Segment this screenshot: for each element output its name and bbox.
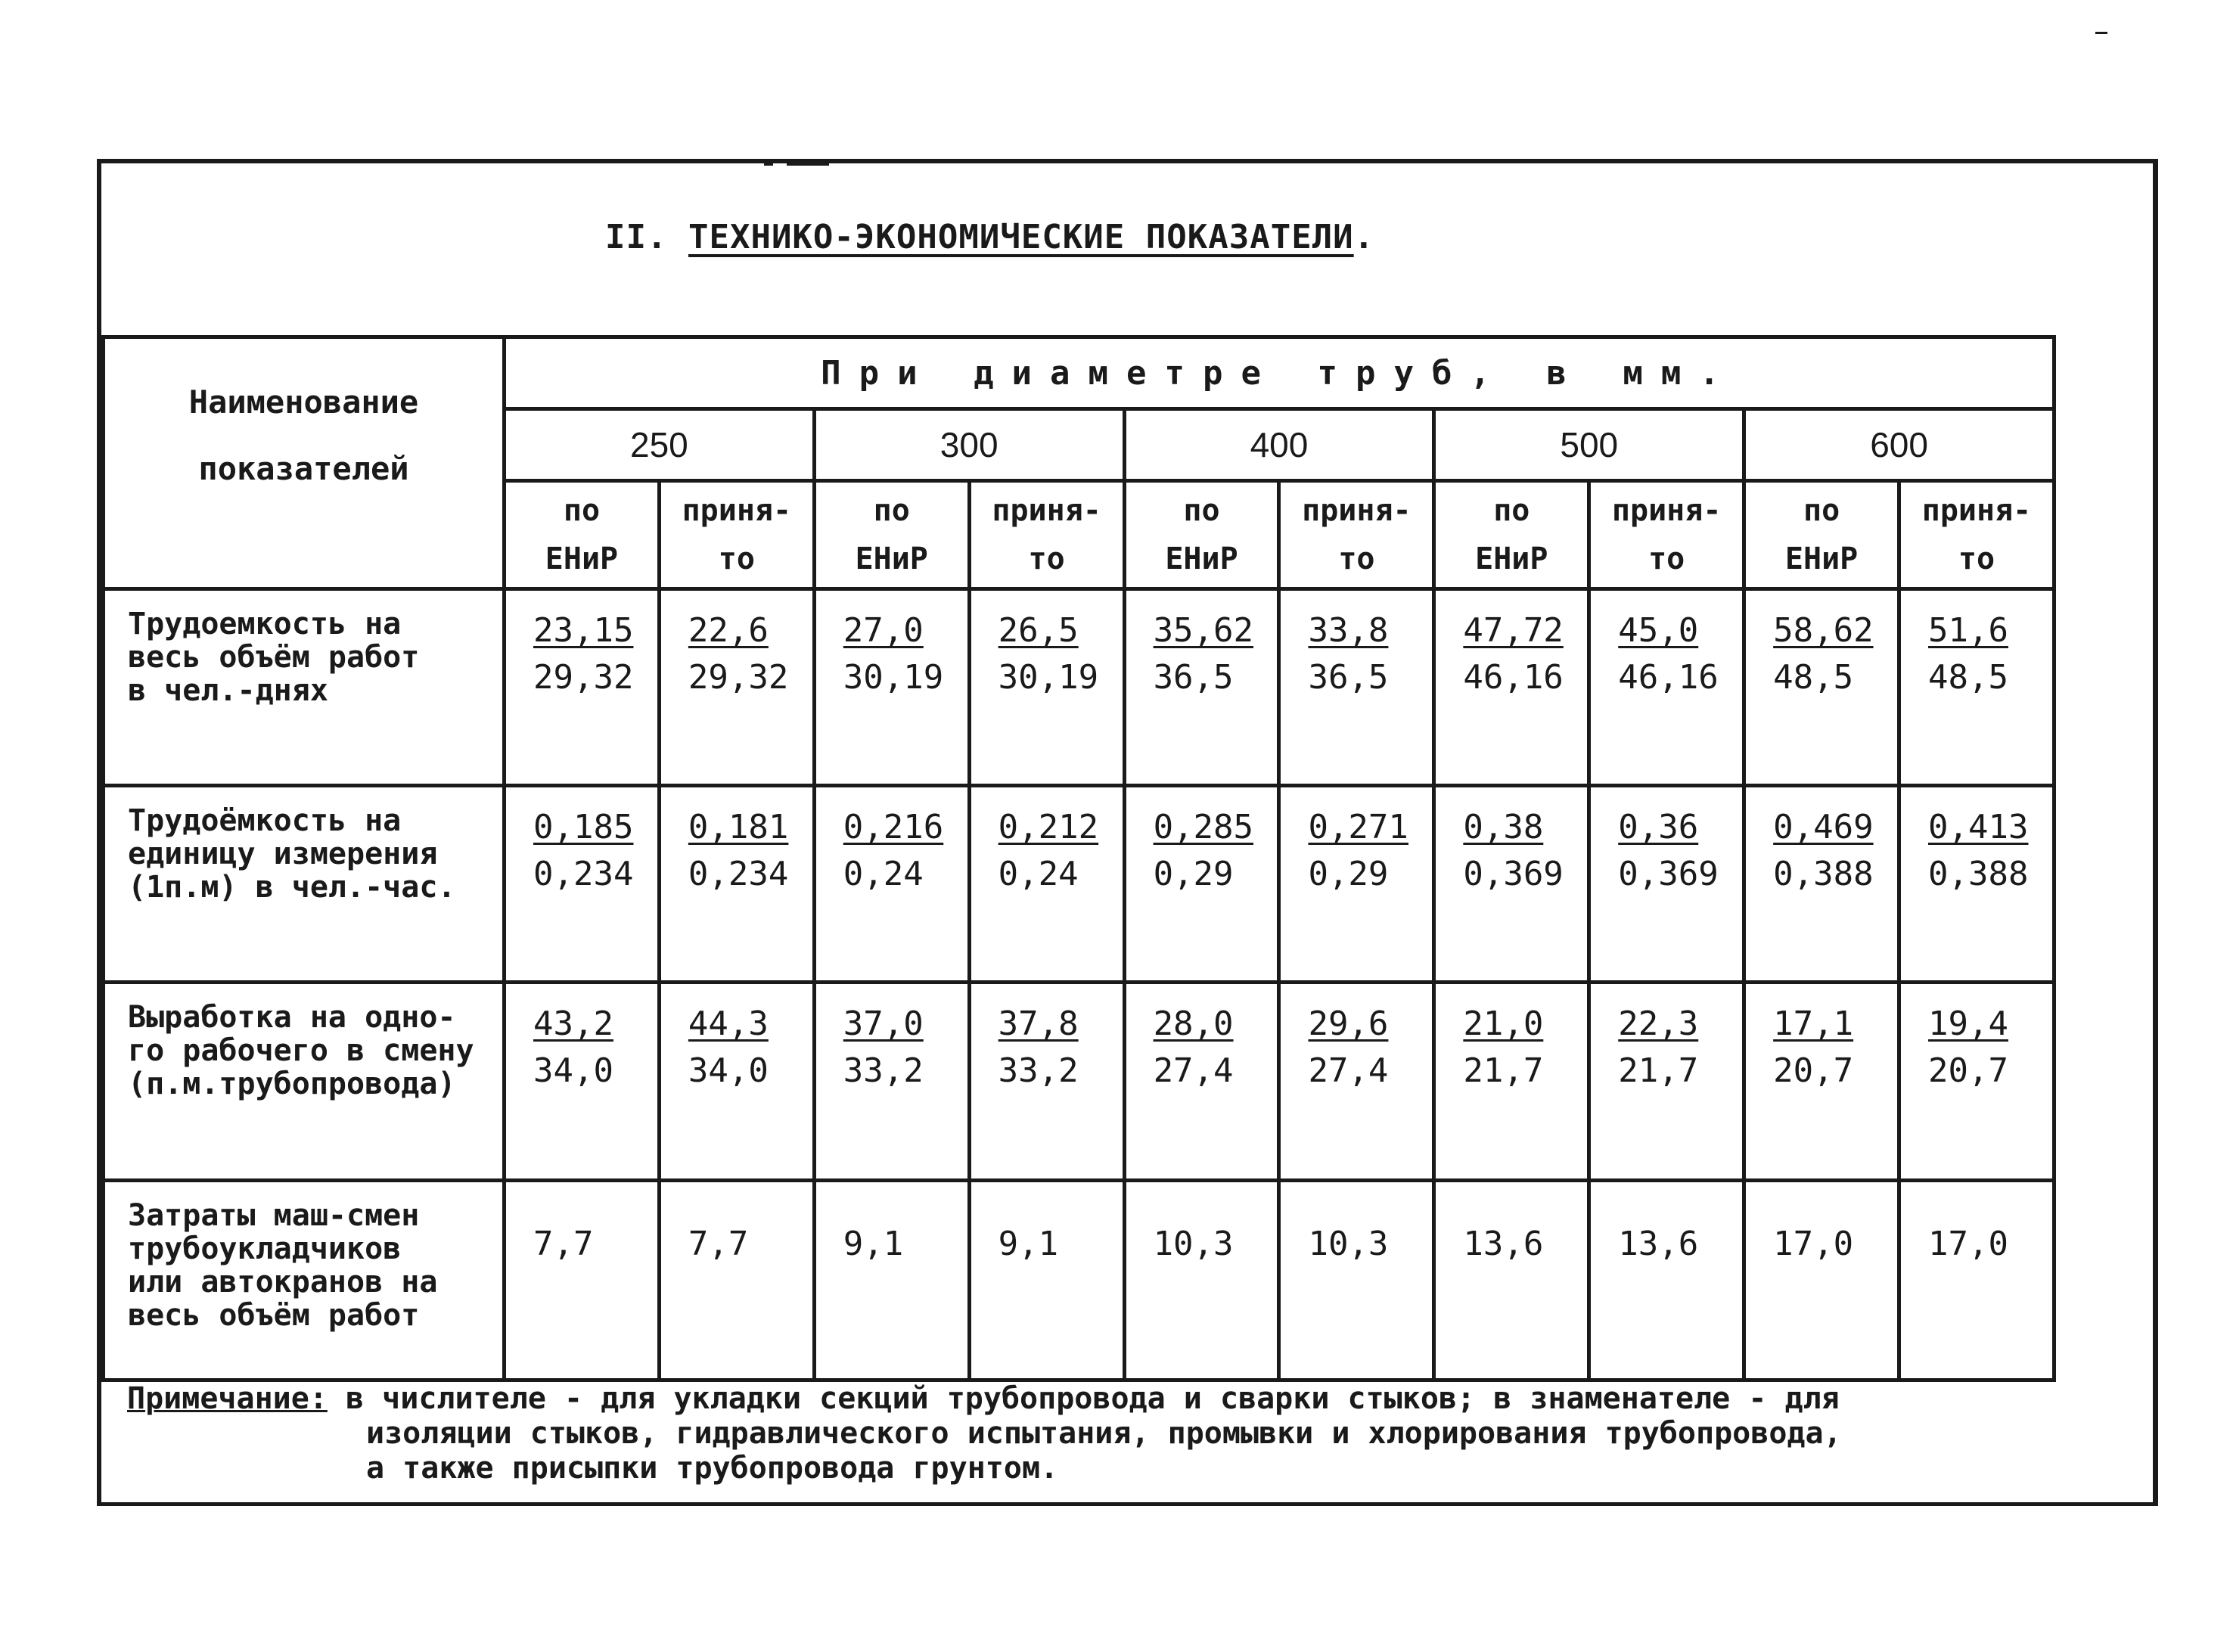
numerator-value: 0,413	[1928, 808, 2029, 846]
numerator-value: 0,185	[533, 808, 634, 846]
denominator-value: 48,5	[1773, 658, 1854, 697]
denominator-value: 27,4	[1153, 1051, 1234, 1090]
denominator-value: 29,32	[533, 658, 634, 697]
numerator-value: 22,3	[1618, 1005, 1699, 1043]
numerator-value: 22,6	[688, 611, 769, 650]
value-cell	[659, 589, 814, 786]
value-cell	[1434, 983, 1589, 1181]
denominator-value: 48,5	[1928, 658, 2008, 697]
denominator-value: 20,7	[1773, 1051, 1854, 1090]
numerator-value: 0,181	[688, 808, 789, 846]
sub-header-accepted: приня- то	[1899, 481, 2054, 589]
diameter-500: 500	[1434, 409, 1744, 481]
value-cell	[505, 786, 660, 983]
value-cell	[1589, 786, 1744, 983]
numerator-value: 44,3	[688, 1005, 769, 1043]
value-cell	[814, 983, 969, 1181]
footnote-label: Примечание:	[127, 1381, 328, 1416]
value-cell	[814, 786, 969, 983]
sub-header-accepted: приня- то	[659, 481, 814, 589]
value-cell	[1899, 786, 2054, 983]
row-name-line: Трудоемкость на	[128, 607, 402, 641]
numerator-value: 0,36	[1618, 808, 1699, 846]
table-row	[104, 983, 2054, 1181]
denominator-value: 34,0	[533, 1051, 613, 1090]
numerator-value: 21,0	[1463, 1005, 1544, 1043]
value-cell	[1279, 786, 1434, 983]
value-cell	[1279, 983, 1434, 1181]
row-name-line: в чел.-днях	[128, 673, 328, 708]
numerator-value: 0,469	[1773, 808, 1874, 846]
footnote	[127, 1381, 2109, 1486]
value-cell	[659, 983, 814, 1181]
sub-header-accepted: приня- то	[1589, 481, 1744, 589]
value-cell	[1434, 786, 1589, 983]
denominator-value: 36,5	[1153, 658, 1234, 697]
row-name	[104, 983, 505, 1181]
sub-header-eniр: по ЕНиР	[1744, 481, 1899, 589]
value-cell	[1279, 589, 1434, 786]
diameter-400: 400	[1124, 409, 1434, 481]
denominator-value: 0,234	[533, 855, 634, 893]
numerator-value: 17,1	[1773, 1005, 1854, 1043]
denominator-value: 21,7	[1463, 1051, 1544, 1090]
value-cell: 9,1	[814, 1181, 969, 1380]
value-cell: 17,0	[1744, 1181, 1899, 1380]
denominator-value: 20,7	[1928, 1051, 2008, 1090]
footnote-line1: в числителе - для укладки секций трубопровода и сварки стыков; в знаменателе - для	[346, 1381, 1840, 1416]
numerator-value: 19,4	[1928, 1005, 2008, 1043]
numerator-value: 28,0	[1153, 1005, 1234, 1043]
title-text: ТЕХНИКО-ЭКОНОМИЧЕСКИЕ ПОКАЗАТЕЛИ	[688, 218, 1354, 256]
numerator-value: 47,72	[1463, 611, 1564, 650]
denominator-value: 0,234	[688, 855, 789, 893]
row-name-line: весь объём работ	[128, 640, 420, 675]
numerator-value: 0,216	[843, 808, 944, 846]
denominator-value: 46,16	[1463, 658, 1564, 697]
denominator-value: 34,0	[688, 1051, 769, 1090]
sub-header-accepted: приня- то	[969, 481, 1124, 589]
indicators-table	[101, 335, 2056, 1382]
denominator-value: 0,369	[1618, 855, 1719, 893]
value-cell	[1124, 589, 1279, 786]
header-name-line2: показателей	[198, 450, 409, 487]
value-cell: 7,7	[505, 1181, 660, 1380]
row-name-line: Затраты маш-смен	[128, 1198, 420, 1233]
diameter-600: 600	[1744, 409, 2054, 481]
sub-header-eniр: по ЕНиР	[505, 481, 660, 589]
numerator-value: 23,15	[533, 611, 634, 650]
value-cell: 17,0	[1899, 1181, 2054, 1380]
scan-mark	[2095, 32, 2107, 34]
row-name-line: Трудоёмкость на	[128, 803, 402, 838]
sub-header-eniр: по ЕНиР	[1124, 481, 1279, 589]
diameter-250: 250	[505, 409, 815, 481]
value-cell	[505, 589, 660, 786]
denominator-value: 0,388	[1773, 855, 1874, 893]
title-prefix: II.	[605, 218, 668, 256]
denominator-value: 0,29	[1153, 855, 1234, 893]
denominator-value: 29,32	[688, 658, 789, 697]
denominator-value: 33,2	[998, 1051, 1079, 1090]
numerator-value: 0,271	[1308, 808, 1408, 846]
table-body	[104, 589, 2054, 1380]
value-cell: 10,3	[1124, 1181, 1279, 1380]
value-cell	[1899, 983, 2054, 1181]
value-cell	[1124, 983, 1279, 1181]
table-row	[104, 1181, 2054, 1380]
diameter-300: 300	[814, 409, 1124, 481]
denominator-value: 27,4	[1308, 1051, 1389, 1090]
denominator-value: 30,19	[843, 658, 944, 697]
sub-header-accepted: приня- то	[1279, 481, 1434, 589]
value-cell: 9,1	[969, 1181, 1124, 1380]
numerator-value: 35,62	[1153, 611, 1254, 650]
value-cell	[969, 589, 1124, 786]
numerator-value: 43,2	[533, 1005, 613, 1043]
value-cell	[1589, 983, 1744, 1181]
numerator-value: 29,6	[1308, 1005, 1389, 1043]
numerator-value: 45,0	[1618, 611, 1699, 650]
header-name-line1: Наименование	[188, 384, 419, 421]
row-name-line: Выработка на одно-	[128, 1000, 456, 1035]
numerator-value: 0,285	[1153, 808, 1254, 846]
value-cell	[1124, 786, 1279, 983]
table-row	[104, 786, 2054, 983]
value-cell	[1744, 786, 1899, 983]
row-name-line: (п.м.трубопровода)	[128, 1067, 456, 1101]
value-cell	[1744, 983, 1899, 1181]
numerator-value: 58,62	[1773, 611, 1874, 650]
denominator-value: 46,16	[1618, 658, 1719, 697]
row-name-line: трубоукладчиков	[128, 1231, 402, 1266]
denominator-value: 0,24	[843, 855, 924, 893]
value-cell: 13,6	[1589, 1181, 1744, 1380]
numerator-value: 26,5	[998, 611, 1079, 650]
value-cell	[969, 983, 1124, 1181]
value-cell	[969, 786, 1124, 983]
row-name	[104, 1181, 505, 1380]
row-name-line: го рабочего в смену	[128, 1033, 474, 1068]
row-name-line: весь объём работ	[128, 1298, 420, 1333]
title-suffix: .	[1353, 218, 1375, 256]
value-cell: 7,7	[659, 1181, 814, 1380]
value-cell	[1744, 589, 1899, 786]
denominator-value: 21,7	[1618, 1051, 1699, 1090]
value-cell	[505, 983, 660, 1181]
row-name-line: или автокранов на	[128, 1265, 438, 1300]
row-name	[104, 589, 505, 786]
value-cell: 10,3	[1279, 1181, 1434, 1380]
header-row-main	[104, 337, 2054, 409]
header-diameter-title: При диаметре труб, в мм.	[505, 337, 2054, 409]
row-name-line: единицу измерения	[128, 837, 438, 871]
value-cell	[814, 589, 969, 786]
numerator-value: 33,8	[1308, 611, 1389, 650]
sub-header-eniр: по ЕНиР	[1434, 481, 1589, 589]
scan-mark	[764, 163, 773, 166]
denominator-value: 30,19	[998, 658, 1099, 697]
row-name	[104, 786, 505, 983]
denominator-value: 36,5	[1308, 658, 1389, 697]
scan-mark	[787, 163, 829, 166]
footnote-line2: изоляции стыков, гидравлического испытания, промывки и хлорирования трубопровода,	[366, 1416, 1842, 1451]
numerator-value: 0,38	[1463, 808, 1544, 846]
denominator-value: 0,24	[998, 855, 1079, 893]
denominator-value: 33,2	[843, 1051, 924, 1090]
header-name-cell	[104, 337, 505, 589]
value-cell	[1589, 589, 1744, 786]
sub-header-eniр: по ЕНиР	[814, 481, 969, 589]
value-cell	[1899, 589, 2054, 786]
footnote-line3: а также присыпки трубопровода грунтом.	[366, 1451, 1059, 1486]
denominator-value: 0,388	[1928, 855, 2029, 893]
numerator-value: 27,0	[843, 611, 924, 650]
numerator-value: 0,212	[998, 808, 1099, 846]
numerator-value: 37,0	[843, 1005, 924, 1043]
table-row	[104, 589, 2054, 786]
numerator-value: 51,6	[1928, 611, 2008, 650]
page-title	[605, 218, 1374, 256]
value-cell: 13,6	[1434, 1181, 1589, 1380]
value-cell	[1434, 589, 1589, 786]
value-cell	[659, 786, 814, 983]
denominator-value: 0,369	[1463, 855, 1564, 893]
row-name-line: (1п.м) в чел.-час.	[128, 870, 456, 905]
numerator-value: 37,8	[998, 1005, 1079, 1043]
denominator-value: 0,29	[1308, 855, 1389, 893]
